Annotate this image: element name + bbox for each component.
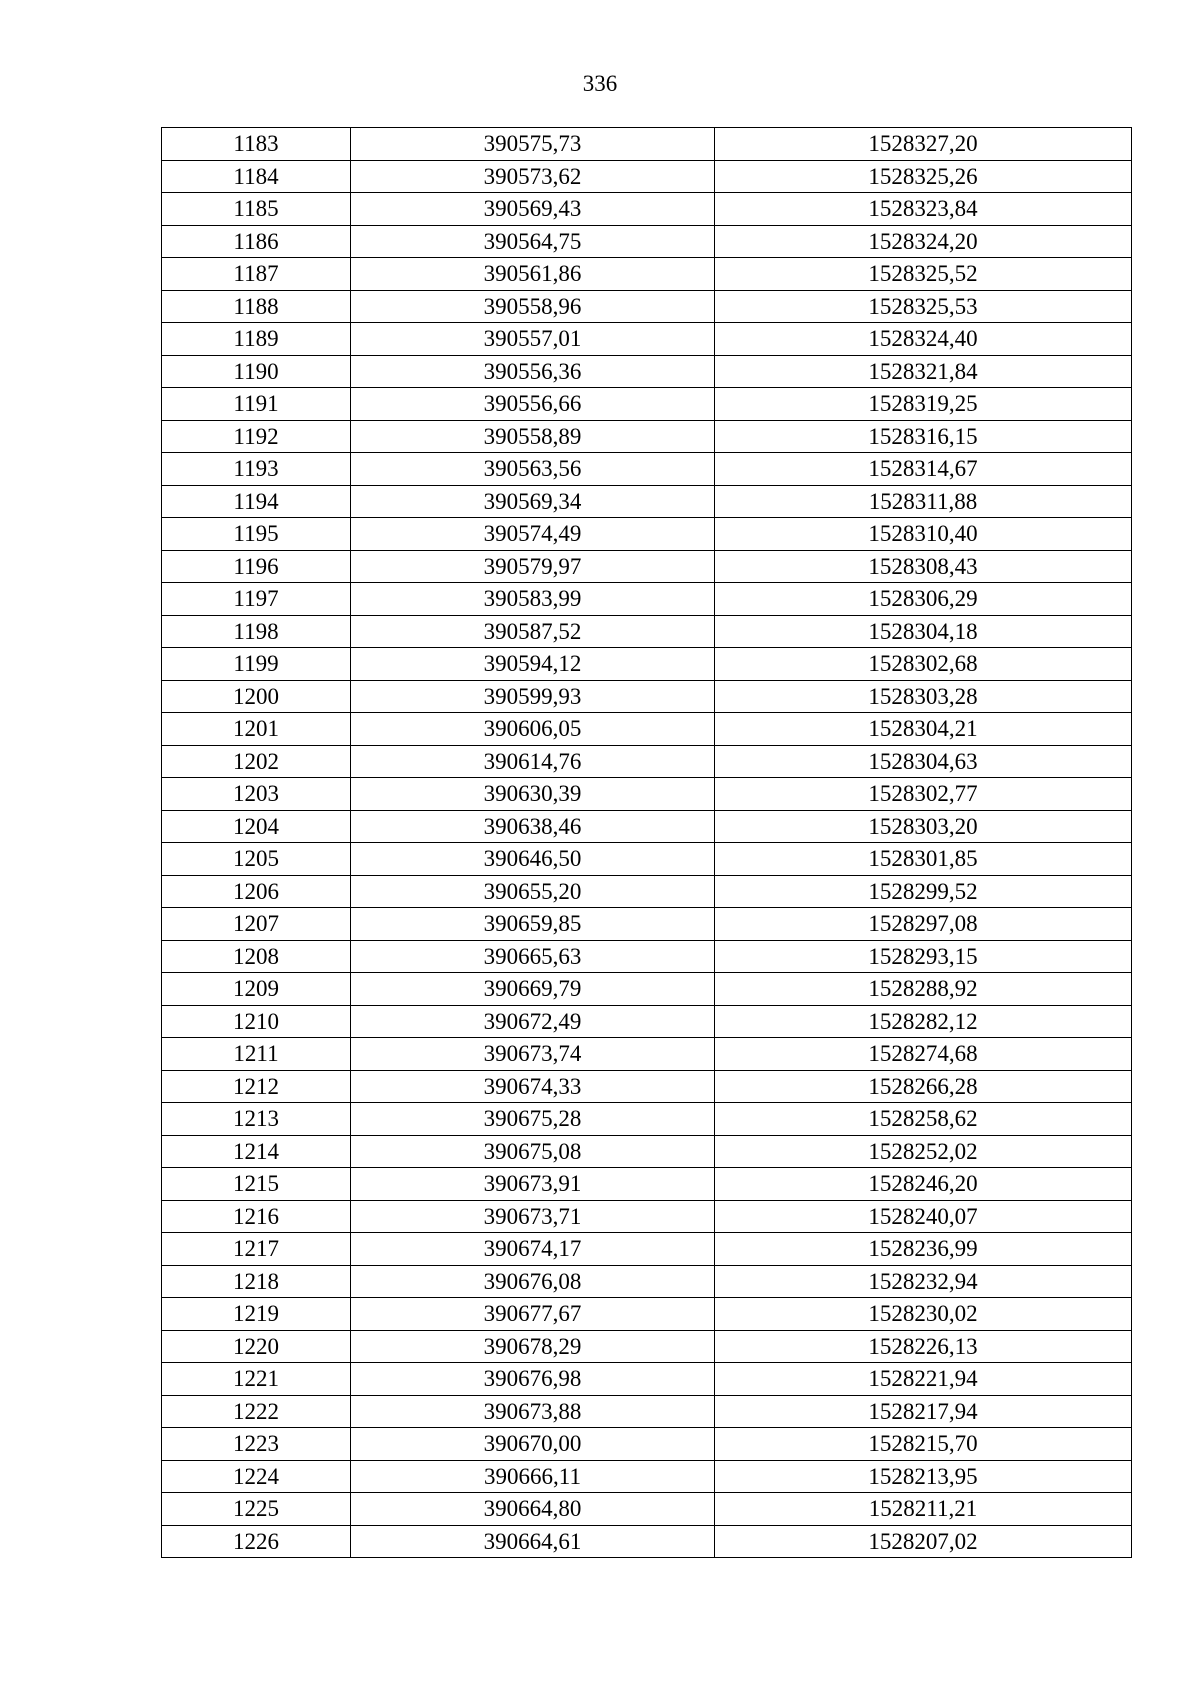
x-coordinate-cell: 390677,67 [351,1298,715,1331]
x-coordinate-cell: 390664,80 [351,1493,715,1526]
y-coordinate-cell: 1528325,53 [715,290,1132,323]
table-row [162,1298,1132,1331]
table-row [162,1233,1132,1266]
point-number-cell: 1218 [162,1265,351,1298]
table-row [162,1460,1132,1493]
point-number-cell: 1206 [162,875,351,908]
table-row [162,680,1132,713]
y-coordinate-cell: 1528304,21 [715,713,1132,746]
table-row [162,485,1132,518]
y-coordinate-cell: 1528236,99 [715,1233,1132,1266]
y-coordinate-cell: 1528311,88 [715,485,1132,518]
y-coordinate-cell: 1528325,26 [715,160,1132,193]
point-number-cell: 1224 [162,1460,351,1493]
x-coordinate-cell: 390673,74 [351,1038,715,1071]
point-number-cell: 1204 [162,810,351,843]
y-coordinate-cell: 1528282,12 [715,1005,1132,1038]
point-number-cell: 1220 [162,1330,351,1363]
table-row [162,973,1132,1006]
table-row [162,258,1132,291]
y-coordinate-cell: 1528230,02 [715,1298,1132,1331]
point-number-cell: 1212 [162,1070,351,1103]
y-coordinate-cell: 1528258,62 [715,1103,1132,1136]
table-row [162,1200,1132,1233]
table-row [162,160,1132,193]
x-coordinate-cell: 390561,86 [351,258,715,291]
y-coordinate-cell: 1528297,08 [715,908,1132,941]
x-coordinate-cell: 390674,33 [351,1070,715,1103]
y-coordinate-cell: 1528246,20 [715,1168,1132,1201]
y-coordinate-cell: 1528240,07 [715,1200,1132,1233]
point-number-cell: 1192 [162,420,351,453]
x-coordinate-cell: 390678,29 [351,1330,715,1363]
table-row [162,810,1132,843]
x-coordinate-cell: 390675,28 [351,1103,715,1136]
point-number-cell: 1215 [162,1168,351,1201]
table-row [162,745,1132,778]
y-coordinate-cell: 1528274,68 [715,1038,1132,1071]
x-coordinate-cell: 390655,20 [351,875,715,908]
x-coordinate-cell: 390557,01 [351,323,715,356]
y-coordinate-cell: 1528221,94 [715,1363,1132,1396]
table-row [162,875,1132,908]
y-coordinate-cell: 1528207,02 [715,1525,1132,1558]
y-coordinate-cell: 1528324,20 [715,225,1132,258]
y-coordinate-cell: 1528321,84 [715,355,1132,388]
x-coordinate-cell: 390564,75 [351,225,715,258]
y-coordinate-cell: 1528266,28 [715,1070,1132,1103]
x-coordinate-cell: 390599,93 [351,680,715,713]
x-coordinate-cell: 390579,97 [351,550,715,583]
y-coordinate-cell: 1528301,85 [715,843,1132,876]
y-coordinate-cell: 1528324,40 [715,323,1132,356]
table-row [162,1135,1132,1168]
x-coordinate-cell: 390674,17 [351,1233,715,1266]
point-number-cell: 1200 [162,680,351,713]
table-row [162,843,1132,876]
table-row [162,1005,1132,1038]
point-number-cell: 1194 [162,485,351,518]
point-number-cell: 1225 [162,1493,351,1526]
point-number-cell: 1226 [162,1525,351,1558]
point-number-cell: 1197 [162,583,351,616]
point-number-cell: 1217 [162,1233,351,1266]
point-number-cell: 1214 [162,1135,351,1168]
y-coordinate-cell: 1528327,20 [715,128,1132,161]
table-row [162,778,1132,811]
table-row [162,1363,1132,1396]
table-row [162,583,1132,616]
y-coordinate-cell: 1528215,70 [715,1428,1132,1461]
y-coordinate-cell: 1528226,13 [715,1330,1132,1363]
table-row [162,648,1132,681]
point-number-cell: 1188 [162,290,351,323]
table-row [162,1168,1132,1201]
x-coordinate-cell: 390614,76 [351,745,715,778]
x-coordinate-cell: 390638,46 [351,810,715,843]
y-coordinate-cell: 1528302,68 [715,648,1132,681]
table-row [162,128,1132,161]
x-coordinate-cell: 390666,11 [351,1460,715,1493]
x-coordinate-cell: 390669,79 [351,973,715,1006]
table-row [162,1428,1132,1461]
y-coordinate-cell: 1528217,94 [715,1395,1132,1428]
table-row [162,908,1132,941]
x-coordinate-cell: 390664,61 [351,1525,715,1558]
point-number-cell: 1205 [162,843,351,876]
table-row [162,1493,1132,1526]
y-coordinate-cell: 1528325,52 [715,258,1132,291]
x-coordinate-cell: 390556,66 [351,388,715,421]
x-coordinate-cell: 390630,39 [351,778,715,811]
y-coordinate-cell: 1528299,52 [715,875,1132,908]
table-row [162,518,1132,551]
point-number-cell: 1189 [162,323,351,356]
y-coordinate-cell: 1528306,29 [715,583,1132,616]
table-row [162,193,1132,226]
x-coordinate-cell: 390556,36 [351,355,715,388]
x-coordinate-cell: 390675,08 [351,1135,715,1168]
x-coordinate-cell: 390574,49 [351,518,715,551]
page-number: 336 [582,71,618,96]
y-coordinate-cell: 1528314,67 [715,453,1132,486]
x-coordinate-cell: 390673,91 [351,1168,715,1201]
point-number-cell: 1193 [162,453,351,486]
table-row [162,225,1132,258]
point-number-cell: 1210 [162,1005,351,1038]
y-coordinate-cell: 1528304,63 [715,745,1132,778]
table-row [162,420,1132,453]
x-coordinate-cell: 390587,52 [351,615,715,648]
y-coordinate-cell: 1528213,95 [715,1460,1132,1493]
table-row [162,290,1132,323]
x-coordinate-cell: 390659,85 [351,908,715,941]
x-coordinate-cell: 390673,88 [351,1395,715,1428]
table-row [162,323,1132,356]
y-coordinate-cell: 1528310,40 [715,518,1132,551]
table-row [162,713,1132,746]
point-number-cell: 1186 [162,225,351,258]
point-number-cell: 1222 [162,1395,351,1428]
y-coordinate-cell: 1528288,92 [715,973,1132,1006]
y-coordinate-cell: 1528252,02 [715,1135,1132,1168]
y-coordinate-cell: 1528316,15 [715,420,1132,453]
x-coordinate-cell: 390665,63 [351,940,715,973]
point-number-cell: 1198 [162,615,351,648]
x-coordinate-cell: 390558,96 [351,290,715,323]
x-coordinate-cell: 390583,99 [351,583,715,616]
point-number-cell: 1183 [162,128,351,161]
coordinates-table [161,127,1132,1558]
table-row [162,1395,1132,1428]
point-number-cell: 1199 [162,648,351,681]
x-coordinate-cell: 390575,73 [351,128,715,161]
point-number-cell: 1201 [162,713,351,746]
x-coordinate-cell: 390569,43 [351,193,715,226]
x-coordinate-cell: 390569,34 [351,485,715,518]
table-row [162,550,1132,583]
point-number-cell: 1191 [162,388,351,421]
x-coordinate-cell: 390646,50 [351,843,715,876]
table-row [162,1525,1132,1558]
y-coordinate-cell: 1528319,25 [715,388,1132,421]
y-coordinate-cell: 1528303,20 [715,810,1132,843]
point-number-cell: 1207 [162,908,351,941]
point-number-cell: 1190 [162,355,351,388]
y-coordinate-cell: 1528211,21 [715,1493,1132,1526]
table-row [162,1103,1132,1136]
point-number-cell: 1209 [162,973,351,1006]
x-coordinate-cell: 390606,05 [351,713,715,746]
y-coordinate-cell: 1528308,43 [715,550,1132,583]
table-row [162,615,1132,648]
point-number-cell: 1221 [162,1363,351,1396]
y-coordinate-cell: 1528323,84 [715,193,1132,226]
point-number-cell: 1203 [162,778,351,811]
y-coordinate-cell: 1528302,77 [715,778,1132,811]
table-row [162,1265,1132,1298]
table-row [162,453,1132,486]
point-number-cell: 1208 [162,940,351,973]
point-number-cell: 1202 [162,745,351,778]
table-row [162,940,1132,973]
y-coordinate-cell: 1528293,15 [715,940,1132,973]
x-coordinate-cell: 390558,89 [351,420,715,453]
x-coordinate-cell: 390573,62 [351,160,715,193]
table-row [162,1330,1132,1363]
point-number-cell: 1213 [162,1103,351,1136]
x-coordinate-cell: 390676,98 [351,1363,715,1396]
point-number-cell: 1195 [162,518,351,551]
x-coordinate-cell: 390673,71 [351,1200,715,1233]
y-coordinate-cell: 1528303,28 [715,680,1132,713]
point-number-cell: 1185 [162,193,351,226]
x-coordinate-cell: 390670,00 [351,1428,715,1461]
table-row [162,355,1132,388]
y-coordinate-cell: 1528232,94 [715,1265,1132,1298]
point-number-cell: 1216 [162,1200,351,1233]
x-coordinate-cell: 390676,08 [351,1265,715,1298]
x-coordinate-cell: 390594,12 [351,648,715,681]
point-number-cell: 1184 [162,160,351,193]
point-number-cell: 1187 [162,258,351,291]
point-number-cell: 1211 [162,1038,351,1071]
point-number-cell: 1223 [162,1428,351,1461]
x-coordinate-cell: 390672,49 [351,1005,715,1038]
table-row [162,388,1132,421]
y-coordinate-cell: 1528304,18 [715,615,1132,648]
table-row [162,1038,1132,1071]
coordinates-table-body [162,128,1132,1558]
point-number-cell: 1196 [162,550,351,583]
table-row [162,1070,1132,1103]
point-number-cell: 1219 [162,1298,351,1331]
x-coordinate-cell: 390563,56 [351,453,715,486]
